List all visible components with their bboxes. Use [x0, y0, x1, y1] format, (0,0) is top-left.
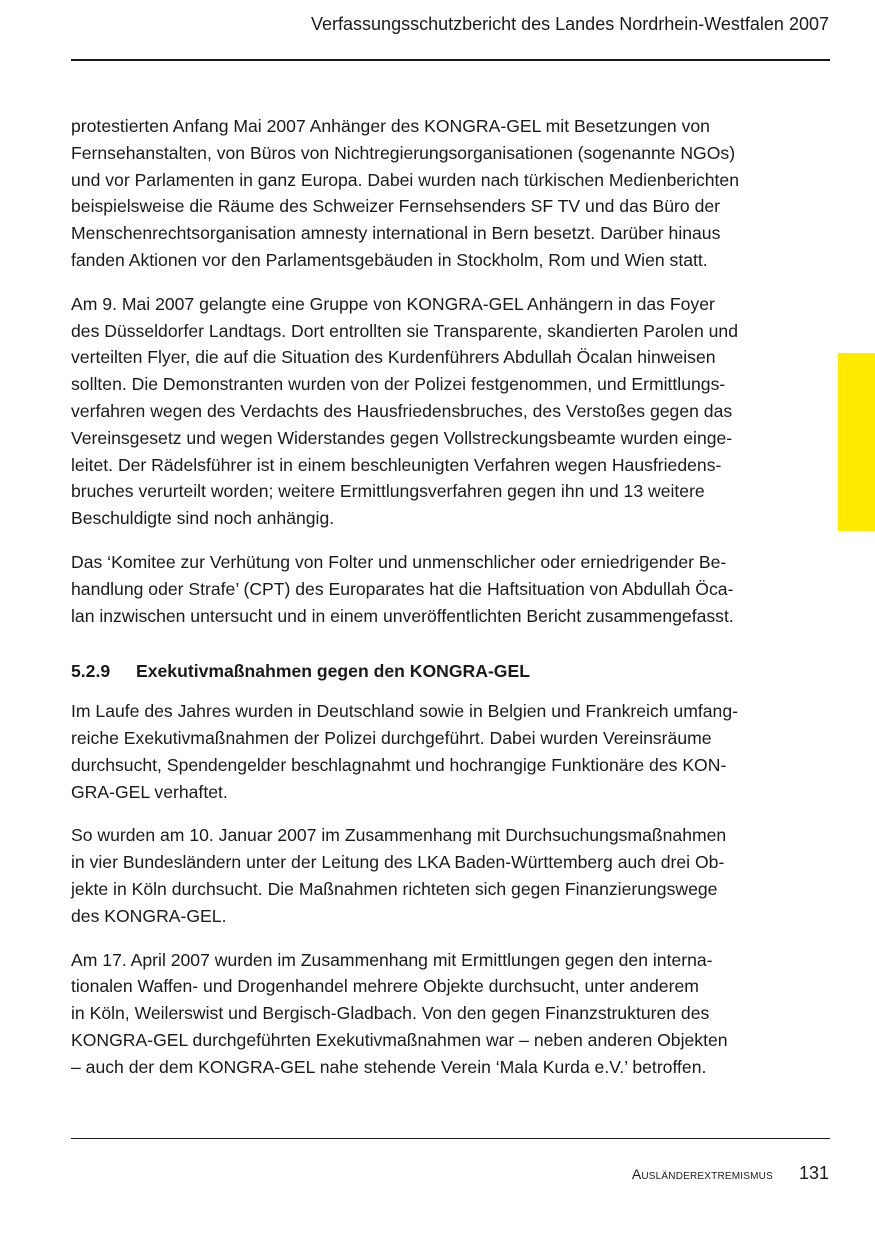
page-body — [71, 113, 811, 1098]
page-footer — [632, 1163, 829, 1184]
body-paragraph: Im Laufe des Jahres wurden in Deutschland sowie in Belgien und Frankreich umfang- reiche Exekutivmaßnahmen der Polizei durchgeführt. Dabei wurden Vereinsräume durchsucht, Spendengelder beschlagnahmt und hochrangige Funktionäre des KON- GRA-GEL verhaftet. — [71, 701, 738, 802]
section-heading — [71, 658, 811, 685]
body-paragraph: protestierten Anfang Mai 2007 Anhänger des KONGRA-GEL mit Besetzungen von Fernsehanstalten, von Büros von Nichtregierungsorganisationen (sogenannte NGOs) und vor Parlamenten in ganz Europa. Dabei wurden nach türkischen Medienberichten beispielsweise die Räume des Schweizer Fernsehsenders SF TV und das Büro der Menschenrechtsorganisation amnesty international in Bern besetzt. Darüber hinaus fanden Aktionen vor den Parlamentsgebäuden in Stockholm, Rom und Wien statt. — [71, 116, 739, 270]
body-paragraph: Am 9. Mai 2007 gelangte eine Gruppe von KONGRA-GEL Anhängern in das Foyer des Düsseldorfer Landtags. Dort entrollten sie Transparente, skandierten Parolen und verteilten Flyer, die auf die Situation des Kurdenführers Abdullah Öcalan hinweisen sollten. Die Demonstranten wurden von der Polizei festgenommen, und Ermittlungs- verfahren wegen des Verdachts des Hausfriedensbruches, des Verstoßes gegen das Vereinsgesetz und wegen Widerstandes gegen Vollstreckungsbeamte wurden einge- leitet. Der Rädelsführer ist in einem beschleunigten Verfahren wegen Hausfriedens- bruches verurteilt worden; weitere Ermittlungsverfahren gegen ihn und 13 weitere Beschuldigte sind noch anhängig. — [71, 293, 738, 529]
footer-divider — [71, 1138, 830, 1139]
running-header-title: Verfassungsschutzbericht des Landes Nordrhein-Westfalen 2007 — [311, 14, 829, 34]
header-divider — [71, 59, 830, 61]
chapter-side-marker — [838, 353, 875, 531]
body-paragraph: Das ‘Komitee zur Verhütung von Folter und unmenschlicher oder erniedrigender Be- handlung oder Strafe’ (CPT) des Europarates hat die Haftsituation von Abdullah Öca- lan inzwischen untersucht und in einem unveröffentlichten Bericht zusammengefasst. — [71, 551, 734, 626]
page-number: 131 — [798, 1163, 829, 1183]
section-number: 5.2.9 — [71, 661, 111, 682]
body-paragraph: Am 17. April 2007 wurden im Zusammenhang mit Ermittlungen gegen den interna- tionalen Waffen- und Drogenhandel mehrere Objekte durchsucht, unter anderem in Köln, Weilerswist und Bergisch-Gladbach. Von den gegen Finanzstrukturen des KONGRA-GEL durchgeführten Exekutivmaßnahmen war – neben anderen Objekten – auch der dem KONGRA-GEL nahe stehende Verein ‘Mala Kurda e.V.’ betroffen. — [71, 949, 728, 1077]
section-title: Exekutivmaßnahmen gegen den KONGRA-GEL — [136, 661, 530, 682]
body-paragraph: So wurden am 10. Januar 2007 im Zusammenhang mit Durchsuchungsmaßnahmen in vier Bundesländern unter der Leitung des LKA Baden-Württemberg auch drei Ob- jekte in Köln durchsucht. Die Maßnahmen richteten sich gegen Finanzierungswege des KONGRA-GEL. — [71, 825, 727, 926]
footer-section-label: Ausländerextremismus — [631, 1166, 773, 1182]
